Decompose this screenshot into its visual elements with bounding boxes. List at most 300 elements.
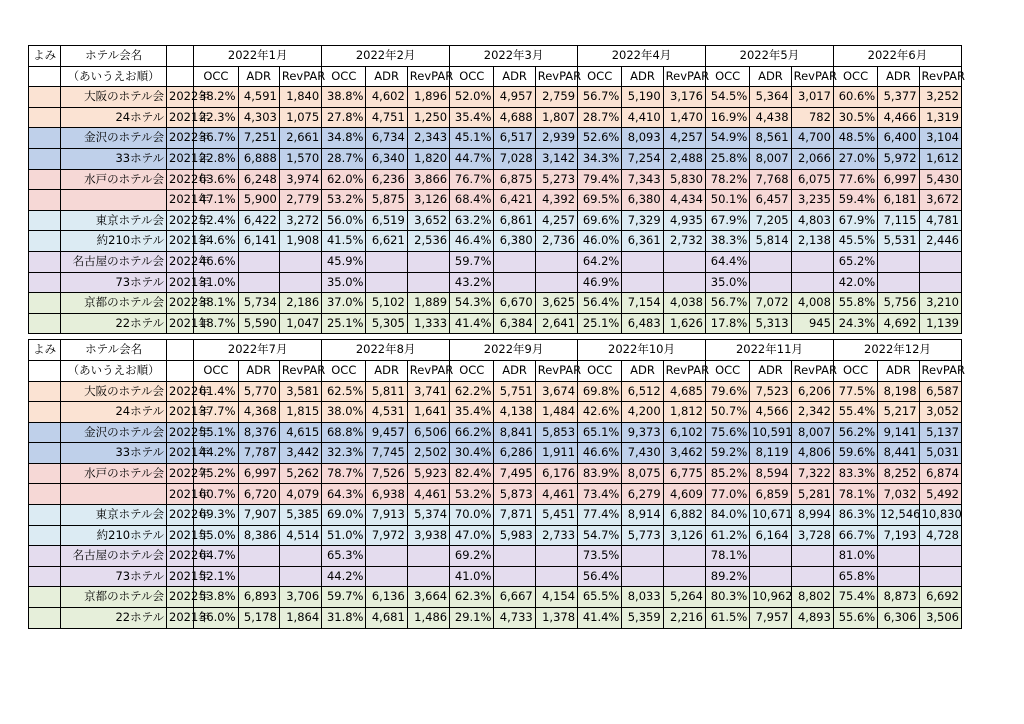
adr-value: 5,359 [622, 608, 663, 629]
year-header-blank [167, 66, 194, 87]
hotel-name: 名古屋のホテル会 [61, 251, 167, 272]
adr-value: 5,873 [494, 484, 535, 505]
yomi-cell [29, 463, 61, 484]
revpar-value: 2,342 [791, 402, 833, 423]
occ-value: 46.9% [578, 272, 622, 293]
revpar-value: 3,017 [791, 87, 833, 108]
table-row [29, 272, 962, 293]
month-header: 2022年10月 [578, 340, 706, 361]
occ-value: 37.7% [194, 402, 238, 423]
yomi-header: よみ [29, 340, 61, 361]
adr-value: 6,361 [622, 231, 663, 252]
yomi-cell [29, 546, 61, 567]
adr-value [238, 546, 279, 567]
revpar-value [535, 546, 577, 567]
month-header: 2022年4月 [578, 46, 706, 67]
yomi-cell [29, 231, 61, 252]
year-label: 2022年 [167, 210, 194, 231]
hotel-occupancy-table [28, 45, 965, 629]
adr-value: 7,768 [750, 169, 791, 190]
adr-header: ADR [494, 360, 535, 381]
occ-value: 29.1% [450, 608, 494, 629]
revpar-value [407, 251, 449, 272]
adr-value: 8,119 [750, 443, 791, 464]
adr-value: 4,200 [622, 402, 663, 423]
adr-value: 6,384 [494, 313, 535, 334]
revpar-value: 4,079 [279, 484, 321, 505]
occ-value: 54.3% [450, 293, 494, 314]
adr-value: 6,422 [238, 210, 279, 231]
revpar-value: 2,939 [535, 128, 577, 149]
adr-value: 5,751 [494, 381, 535, 402]
revpar-value: 3,142 [535, 148, 577, 169]
occ-value: 47.0% [450, 525, 494, 546]
adr-value: 7,329 [622, 210, 663, 231]
year-label: 2022年 [167, 293, 194, 314]
revpar-value: 2,446 [919, 231, 961, 252]
occ-value: 24.3% [833, 313, 877, 334]
yomi-cell [29, 608, 61, 629]
occ-value: 28.7% [578, 107, 622, 128]
revpar-value: 3,126 [663, 525, 705, 546]
revpar-value: 4,514 [279, 525, 321, 546]
adr-value: 4,368 [238, 402, 279, 423]
occ-header: OCC [322, 360, 366, 381]
table-row [29, 210, 962, 231]
revpar-value: 4,257 [535, 210, 577, 231]
table-row [29, 443, 962, 464]
revpar-value [919, 251, 961, 272]
adr-value: 6,421 [494, 190, 535, 211]
year-label: 2022年 [167, 128, 194, 149]
revpar-value [279, 566, 321, 587]
occ-value: 75.6% [705, 422, 749, 443]
table-row [29, 231, 962, 252]
occ-value: 25.1% [578, 313, 622, 334]
adr-value [238, 251, 279, 272]
revpar-value [791, 272, 833, 293]
table-row [29, 505, 962, 526]
hotel-name [61, 484, 167, 505]
adr-value: 6,306 [878, 608, 919, 629]
revpar-value: 6,692 [919, 587, 961, 608]
occ-value: 35.4% [450, 107, 494, 128]
adr-value: 8,376 [238, 422, 279, 443]
revpar-value: 3,938 [407, 525, 449, 546]
adr-value: 8,873 [878, 587, 919, 608]
revpar-value: 3,664 [407, 587, 449, 608]
adr-value: 6,997 [878, 169, 919, 190]
revpar-value [535, 566, 577, 587]
adr-header: ADR [622, 66, 663, 87]
revpar-value [791, 251, 833, 272]
occ-value: 64.4% [705, 251, 749, 272]
occ-value: 31.0% [194, 272, 238, 293]
year-label: 2021年 [167, 525, 194, 546]
adr-value: 4,688 [494, 107, 535, 128]
occ-value: 62.3% [450, 587, 494, 608]
adr-value: 7,787 [238, 443, 279, 464]
revpar-value: 2,343 [407, 128, 449, 149]
revpar-value: 1,570 [279, 148, 321, 169]
revpar-value: 4,154 [535, 587, 577, 608]
table-row [29, 381, 962, 402]
occ-value: 59.7% [322, 587, 366, 608]
revpar-value [279, 251, 321, 272]
revpar-value: 1,319 [919, 107, 961, 128]
occ-value: 54.7% [578, 525, 622, 546]
adr-value: 6,286 [494, 443, 535, 464]
adr-value: 9,141 [878, 422, 919, 443]
hotel-name [61, 190, 167, 211]
adr-value: 4,692 [878, 313, 919, 334]
adr-value: 5,875 [366, 190, 407, 211]
occ-value: 38.8% [322, 87, 366, 108]
adr-value: 7,957 [750, 608, 791, 629]
hotel-name: 京都のホテル会 [61, 293, 167, 314]
adr-header: ADR [494, 66, 535, 87]
occ-value: 69.6% [578, 210, 622, 231]
revpar-value: 2,759 [535, 87, 577, 108]
revpar-header: RevPAR [919, 66, 961, 87]
table-row [29, 525, 962, 546]
month-header-row [29, 340, 962, 361]
revpar-value: 3,581 [279, 381, 321, 402]
revpar-value: 4,935 [663, 210, 705, 231]
adr-value [750, 251, 791, 272]
revpar-value [279, 546, 321, 567]
adr-value: 7,115 [878, 210, 919, 231]
adr-value: 6,621 [366, 231, 407, 252]
table-row [29, 313, 962, 334]
occ-value: 80.3% [705, 587, 749, 608]
occ-value: 56.7% [578, 87, 622, 108]
revpar-value: 5,451 [535, 505, 577, 526]
occ-value: 41.4% [578, 608, 622, 629]
occ-value: 55.0% [194, 525, 238, 546]
occ-value: 37.0% [322, 293, 366, 314]
revpar-value: 6,874 [919, 463, 961, 484]
adr-value: 4,438 [750, 107, 791, 128]
adr-value: 5,900 [238, 190, 279, 211]
occ-value: 47.1% [194, 190, 238, 211]
adr-value: 6,340 [366, 148, 407, 169]
occ-value: 46.6% [578, 443, 622, 464]
revpar-value: 3,974 [279, 169, 321, 190]
revpar-value [407, 546, 449, 567]
occ-value: 59.2% [705, 443, 749, 464]
revpar-value: 1,812 [663, 402, 705, 423]
table-row [29, 107, 962, 128]
revpar-value: 2,536 [407, 231, 449, 252]
adr-value [494, 566, 535, 587]
adr-value: 6,667 [494, 587, 535, 608]
occ-value: 44.2% [322, 566, 366, 587]
occ-value: 63.6% [194, 169, 238, 190]
occ-value: 51.0% [322, 525, 366, 546]
occ-value: 73.4% [578, 484, 622, 505]
year-label: 2022年 [167, 169, 194, 190]
occ-value: 78.1% [705, 546, 749, 567]
table-row [29, 546, 962, 567]
adr-value: 7,154 [622, 293, 663, 314]
adr-value: 10,591 [750, 422, 791, 443]
table-row [29, 148, 962, 169]
occ-header: OCC [705, 360, 749, 381]
revpar-value: 2,186 [279, 293, 321, 314]
adr-value: 6,248 [238, 169, 279, 190]
yomi-cell [29, 293, 61, 314]
adr-value: 4,602 [366, 87, 407, 108]
revpar-value: 4,893 [791, 608, 833, 629]
revpar-value: 1,250 [407, 107, 449, 128]
revpar-value: 2,066 [791, 148, 833, 169]
yomi-cell [29, 313, 61, 334]
revpar-value: 4,609 [663, 484, 705, 505]
table-row [29, 608, 962, 629]
revpar-value: 4,461 [535, 484, 577, 505]
yomi-cell [29, 484, 61, 505]
occ-value: 32.3% [322, 443, 366, 464]
year-header-blank [167, 340, 194, 361]
revpar-value: 1,815 [279, 402, 321, 423]
occ-value: 56.2% [833, 422, 877, 443]
occ-value: 25.8% [705, 148, 749, 169]
occ-value: 66.7% [833, 525, 877, 546]
occ-value: 16.9% [705, 107, 749, 128]
revpar-value: 4,781 [919, 210, 961, 231]
adr-value: 7,254 [622, 148, 663, 169]
occ-value: 61.2% [705, 525, 749, 546]
occ-header: OCC [194, 66, 238, 87]
adr-value [750, 272, 791, 293]
revpar-value: 3,052 [919, 402, 961, 423]
revpar-value: 2,502 [407, 443, 449, 464]
occ-value: 69.0% [322, 505, 366, 526]
adr-value: 7,495 [494, 463, 535, 484]
adr-value: 5,377 [878, 87, 919, 108]
revpar-value: 2,661 [279, 128, 321, 149]
adr-value: 4,751 [366, 107, 407, 128]
adr-value: 6,483 [622, 313, 663, 334]
revpar-value: 3,672 [919, 190, 961, 211]
adr-value: 8,441 [878, 443, 919, 464]
occ-value: 65.3% [322, 546, 366, 567]
adr-value: 5,531 [878, 231, 919, 252]
year-label: 2022年 [167, 87, 194, 108]
adr-value [750, 566, 791, 587]
hotel-name: 大阪のホテル会 [61, 381, 167, 402]
adr-header: ADR [750, 360, 791, 381]
occ-value: 68.4% [450, 190, 494, 211]
occ-value: 59.4% [833, 190, 877, 211]
revpar-value: 1,641 [407, 402, 449, 423]
adr-value: 5,756 [878, 293, 919, 314]
year-label: 2022年 [167, 422, 194, 443]
yomi-blank [29, 66, 61, 87]
occ-value: 54.9% [705, 128, 749, 149]
occ-value: 83.9% [578, 463, 622, 484]
occ-value: 45.9% [322, 251, 366, 272]
adr-value: 7,526 [366, 463, 407, 484]
revpar-value: 6,075 [791, 169, 833, 190]
revpar-value: 2,733 [535, 525, 577, 546]
occ-value: 52.0% [450, 87, 494, 108]
revpar-value: 3,652 [407, 210, 449, 231]
adr-value: 6,859 [750, 484, 791, 505]
occ-value: 38.1% [194, 293, 238, 314]
adr-value: 7,430 [622, 443, 663, 464]
revpar-value: 2,216 [663, 608, 705, 629]
revpar-value: 3,104 [919, 128, 961, 149]
occ-value: 68.8% [322, 422, 366, 443]
occ-value: 38.2% [194, 87, 238, 108]
occ-value: 35.0% [705, 272, 749, 293]
occ-value: 89.2% [705, 566, 749, 587]
hotel-name: 73ホテル [61, 272, 167, 293]
yomi-cell [29, 443, 61, 464]
revpar-value: 4,434 [663, 190, 705, 211]
hotel-name: 水戸のホテル会 [61, 169, 167, 190]
hotel-name: 金沢のホテル会 [61, 128, 167, 149]
year-label: 2021年 [167, 566, 194, 587]
adr-value: 7,745 [366, 443, 407, 464]
occ-value: 18.7% [194, 313, 238, 334]
revpar-value: 4,803 [791, 210, 833, 231]
revpar-value: 7,322 [791, 463, 833, 484]
revpar-value: 3,442 [279, 443, 321, 464]
revpar-value: 5,492 [919, 484, 961, 505]
adr-value [878, 566, 919, 587]
adr-value: 5,590 [238, 313, 279, 334]
occ-value: 79.6% [705, 381, 749, 402]
occ-value: 34.8% [322, 128, 366, 149]
revpar-value: 2,488 [663, 148, 705, 169]
revpar-value: 3,706 [279, 587, 321, 608]
revpar-value: 1,807 [535, 107, 577, 128]
occ-value: 66.2% [450, 422, 494, 443]
revpar-value [279, 272, 321, 293]
occ-value: 36.7% [194, 128, 238, 149]
revpar-value [663, 566, 705, 587]
adr-header: ADR [366, 360, 407, 381]
occ-value: 83.3% [833, 463, 877, 484]
adr-value [366, 272, 407, 293]
occ-header: OCC [833, 360, 877, 381]
adr-value: 5,178 [238, 608, 279, 629]
yomi-cell [29, 148, 61, 169]
revpar-value: 5,853 [535, 422, 577, 443]
occ-value: 62.2% [450, 381, 494, 402]
occ-value: 44.2% [194, 443, 238, 464]
adr-value: 6,136 [366, 587, 407, 608]
revpar-value: 3,210 [919, 293, 961, 314]
occ-value: 79.4% [578, 169, 622, 190]
yomi-cell [29, 190, 61, 211]
adr-value: 4,466 [878, 107, 919, 128]
hotel-name-header: ホテル会名 [61, 340, 167, 361]
revpar-value: 5,262 [279, 463, 321, 484]
revpar-value: 8,007 [791, 422, 833, 443]
occ-value: 77.5% [833, 381, 877, 402]
adr-value [622, 272, 663, 293]
table-row [29, 484, 962, 505]
adr-value [238, 272, 279, 293]
occ-value: 22.3% [194, 107, 238, 128]
adr-value [878, 546, 919, 567]
yomi-cell [29, 87, 61, 108]
adr-value [750, 546, 791, 567]
month-header: 2022年12月 [833, 340, 961, 361]
adr-value: 4,566 [750, 402, 791, 423]
adr-value: 7,907 [238, 505, 279, 526]
year-label: 2022年 [167, 505, 194, 526]
revpar-value: 2,641 [535, 313, 577, 334]
hotel-name: 大阪のホテル会 [61, 87, 167, 108]
adr-value: 8,007 [750, 148, 791, 169]
occ-value: 62.5% [322, 381, 366, 402]
yomi-cell [29, 587, 61, 608]
hotel-name: 京都のホテル会 [61, 587, 167, 608]
occ-value: 55.1% [194, 422, 238, 443]
adr-value: 6,380 [622, 190, 663, 211]
occ-value: 78.1% [833, 484, 877, 505]
revpar-value: 4,008 [791, 293, 833, 314]
occ-value: 69.5% [578, 190, 622, 211]
occ-value: 46.4% [450, 231, 494, 252]
revpar-value: 4,728 [919, 525, 961, 546]
occ-value: 38.0% [322, 402, 366, 423]
occ-value: 27.0% [833, 148, 877, 169]
month-header: 2022年1月 [194, 46, 322, 67]
adr-value: 5,217 [878, 402, 919, 423]
month-header: 2022年5月 [705, 46, 833, 67]
occ-value: 56.7% [705, 293, 749, 314]
adr-value: 6,236 [366, 169, 407, 190]
adr-value: 8,033 [622, 587, 663, 608]
occ-value: 59.6% [833, 443, 877, 464]
revpar-value: 1,911 [535, 443, 577, 464]
revpar-value: 1,139 [919, 313, 961, 334]
revpar-value: 1,484 [535, 402, 577, 423]
occ-value: 46.0% [578, 231, 622, 252]
revpar-value [919, 566, 961, 587]
adr-value [878, 251, 919, 272]
adr-value: 4,957 [494, 87, 535, 108]
year-label: 2021年 [167, 484, 194, 505]
table-row [29, 566, 962, 587]
revpar-value: 6,587 [919, 381, 961, 402]
revpar-value [407, 272, 449, 293]
revpar-value: 6,176 [535, 463, 577, 484]
revpar-value: 782 [791, 107, 833, 128]
adr-value: 4,531 [366, 402, 407, 423]
adr-value: 5,773 [622, 525, 663, 546]
adr-value: 6,670 [494, 293, 535, 314]
year-label: 2021年 [167, 148, 194, 169]
occ-value: 34.3% [578, 148, 622, 169]
table-row [29, 190, 962, 211]
adr-value: 6,279 [622, 484, 663, 505]
adr-value: 8,198 [878, 381, 919, 402]
revpar-value: 5,385 [279, 505, 321, 526]
revpar-value [663, 251, 705, 272]
revpar-value: 3,252 [919, 87, 961, 108]
revpar-header: RevPAR [919, 360, 961, 381]
adr-value: 6,380 [494, 231, 535, 252]
revpar-value: 2,732 [663, 231, 705, 252]
occ-value: 42.6% [578, 402, 622, 423]
